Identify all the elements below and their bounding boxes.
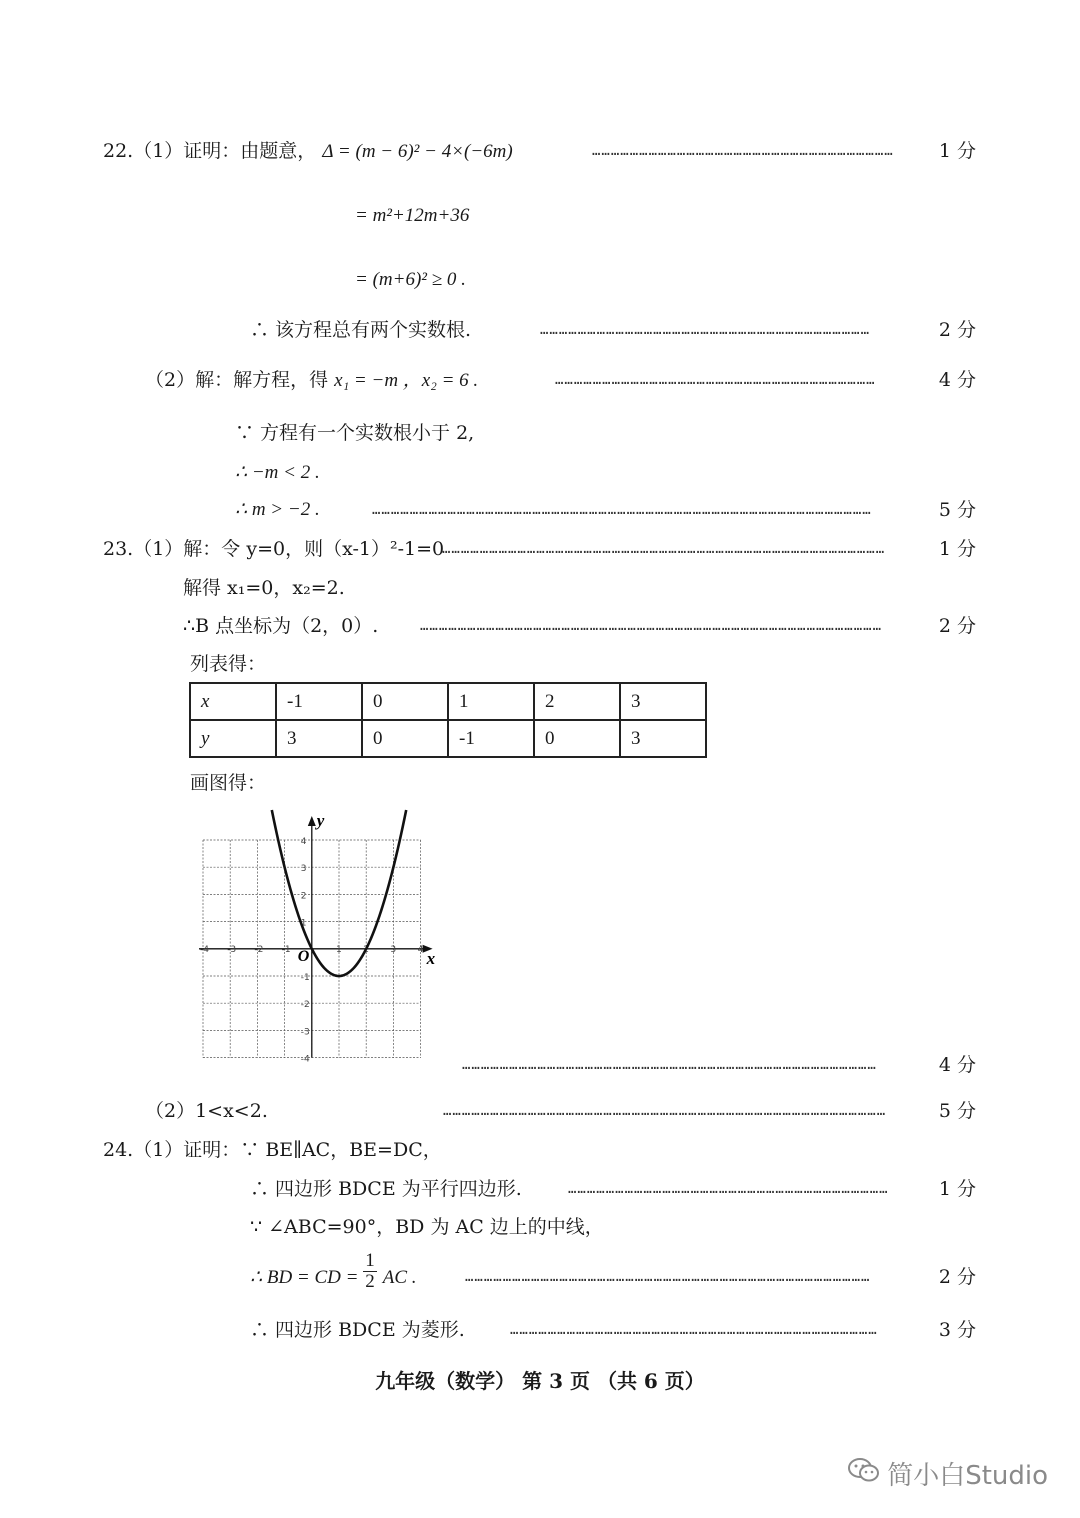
dot-leader: …………………………………………………………………………………………… [540,322,871,338]
score-q22-2: 2 分 [938,319,976,341]
q24-line1: 24.（1）证明：∵ BE∥AC，BE=DC， [103,1139,442,1161]
x-axis-label: x [426,948,436,968]
x-tick-label: -2 [254,944,264,955]
table-cell: 0 [362,720,448,757]
watermark-text: 简小白Studio [887,1461,1048,1491]
fraction-half [363,1251,377,1292]
table-cell: x [190,683,276,720]
q23-line3: ∴B 点坐标为（2，0）. [183,615,379,637]
score-q24-1: 1 分 [938,1178,976,1200]
origin-label: O [297,947,310,965]
y-tick-label: -1 [300,973,310,983]
table-cell: 1 [448,683,534,720]
q24-line3: ∵ ∠ABC=90°，BD 为 AC 边上的中线， [250,1216,604,1238]
table-cell: 2 [534,683,620,720]
q23-part2: （2）1<x<2. [145,1100,268,1122]
q22-discriminant: Δ = (m − 6)² − 4×(−6m) [322,141,513,162]
q22-line3: = (m+6)² ≥ 0 . [355,269,466,290]
table-cell: -1 [276,683,362,720]
score-q22-4: 4 分 [938,369,976,391]
y-tick-label: 4 [300,837,307,847]
y-tick-label: -2 [300,1000,310,1011]
table-label: 列表得： [190,653,267,675]
table-cell: -1 [448,720,534,757]
x-tick-label: 2 [363,944,369,955]
dot-leader: …………………………………………………………………………………………………………………………………………… [372,502,872,518]
y-tick-label: -3 [300,1027,310,1038]
x-tick-label: -1 [281,944,291,955]
table-row [190,683,706,720]
dot-leader: ……………………………………………………………………………………………………… [510,1322,878,1338]
score-q24-3: 3 分 [938,1319,976,1341]
score-q22-1: 1 分 [938,140,976,162]
q22-roots: x₁ = −m ，x₂ = 6 . [334,370,479,391]
page-footer: 九年级（数学） 第 3 页 （共 6 页） [375,1369,705,1393]
x-tick-label: 1 [336,944,342,955]
q22-line7: ∴ −m < 2 . [235,462,320,483]
q24-ac: AC . [382,1267,417,1288]
q24-bd-cd: ∴ BD = CD = [250,1267,364,1288]
q24-line5: ∴ 四边形 BDCE 为菱形. [250,1319,465,1341]
dot-leader: ………………………………………………………………………………………………………………………………… [420,618,883,634]
y-tick-label: 3 [300,864,307,875]
q23-line1: 23.（1）解：令 y=0，则（x-1）²-1=0 [103,538,445,560]
graph-label: 画图得： [190,772,267,794]
q22-line6: ∵ 方程有一个实数根小于 2, [235,422,475,444]
dot-leader: …………………………………………………………………………………………………………………………… [443,1103,887,1119]
x-tick-label: 4 [417,944,424,955]
score-q23-1: 1 分 [938,538,976,560]
score-q24-2: 2 分 [938,1266,976,1288]
dot-leader: ………………………………………………………………………………………… [568,1181,889,1197]
table-cell: 0 [362,683,448,720]
y-tick-label: 1 [300,918,307,929]
table-cell: y [190,720,276,757]
parabola-graph [195,808,445,1063]
score-q23-2: 2 分 [938,615,976,637]
fraction-denominator: 2 [365,1270,375,1292]
watermark [847,1455,1048,1492]
q22-line1 [103,138,513,165]
table-cell: 0 [534,720,620,757]
x-tick-label: -4 [200,944,209,955]
q24-line4 [250,1249,417,1292]
x-tick-label: 3 [390,944,397,955]
dot-leader: ………………………………………………………………………………………………………………… [465,1269,871,1285]
fraction-numerator: 1 [365,1249,375,1271]
dot-leader: ………………………………………………………………………………………… [555,372,876,388]
q22-intro: 22.（1）证明：由题意， [103,140,317,162]
table-cell: 3 [620,683,706,720]
q23-line2: 解得 x₁=0，x₂=2. [183,577,345,599]
table-row [190,720,706,757]
q24-line2: ∴ 四边形 BDCE 为平行四边形. [250,1178,522,1200]
value-table [189,682,707,758]
q22-line5 [145,367,478,394]
dot-leader: …………………………………………………………………………………………………………………… [462,1057,877,1073]
y-tick-label: -4 [300,1054,310,1063]
y-axis-arrow [308,816,316,826]
score-q23-5: 5 分 [938,1100,976,1122]
score-q22-5: 5 分 [938,499,976,521]
wechat-icon [847,1456,881,1491]
y-axis-label: y [316,811,325,830]
dot-leader: …………………………………………………………………………………………………………………………… [442,541,886,557]
q22-line4: ∴ 该方程总有两个实数根. [250,319,472,341]
q22-line2: = m²+12m+36 [355,205,470,226]
dot-leader: …………………………………………………………………………………… [592,143,894,159]
table-cell: 3 [620,720,706,757]
x-tick-label: -3 [227,944,237,955]
table-cell: 3 [276,720,362,757]
q22-part2-intro: （2）解：解方程，得 [145,369,335,391]
y-tick-label: 2 [300,891,307,902]
score-q23-4: 4 分 [938,1054,976,1076]
q22-line8: ∴ m > −2 . [235,499,320,520]
